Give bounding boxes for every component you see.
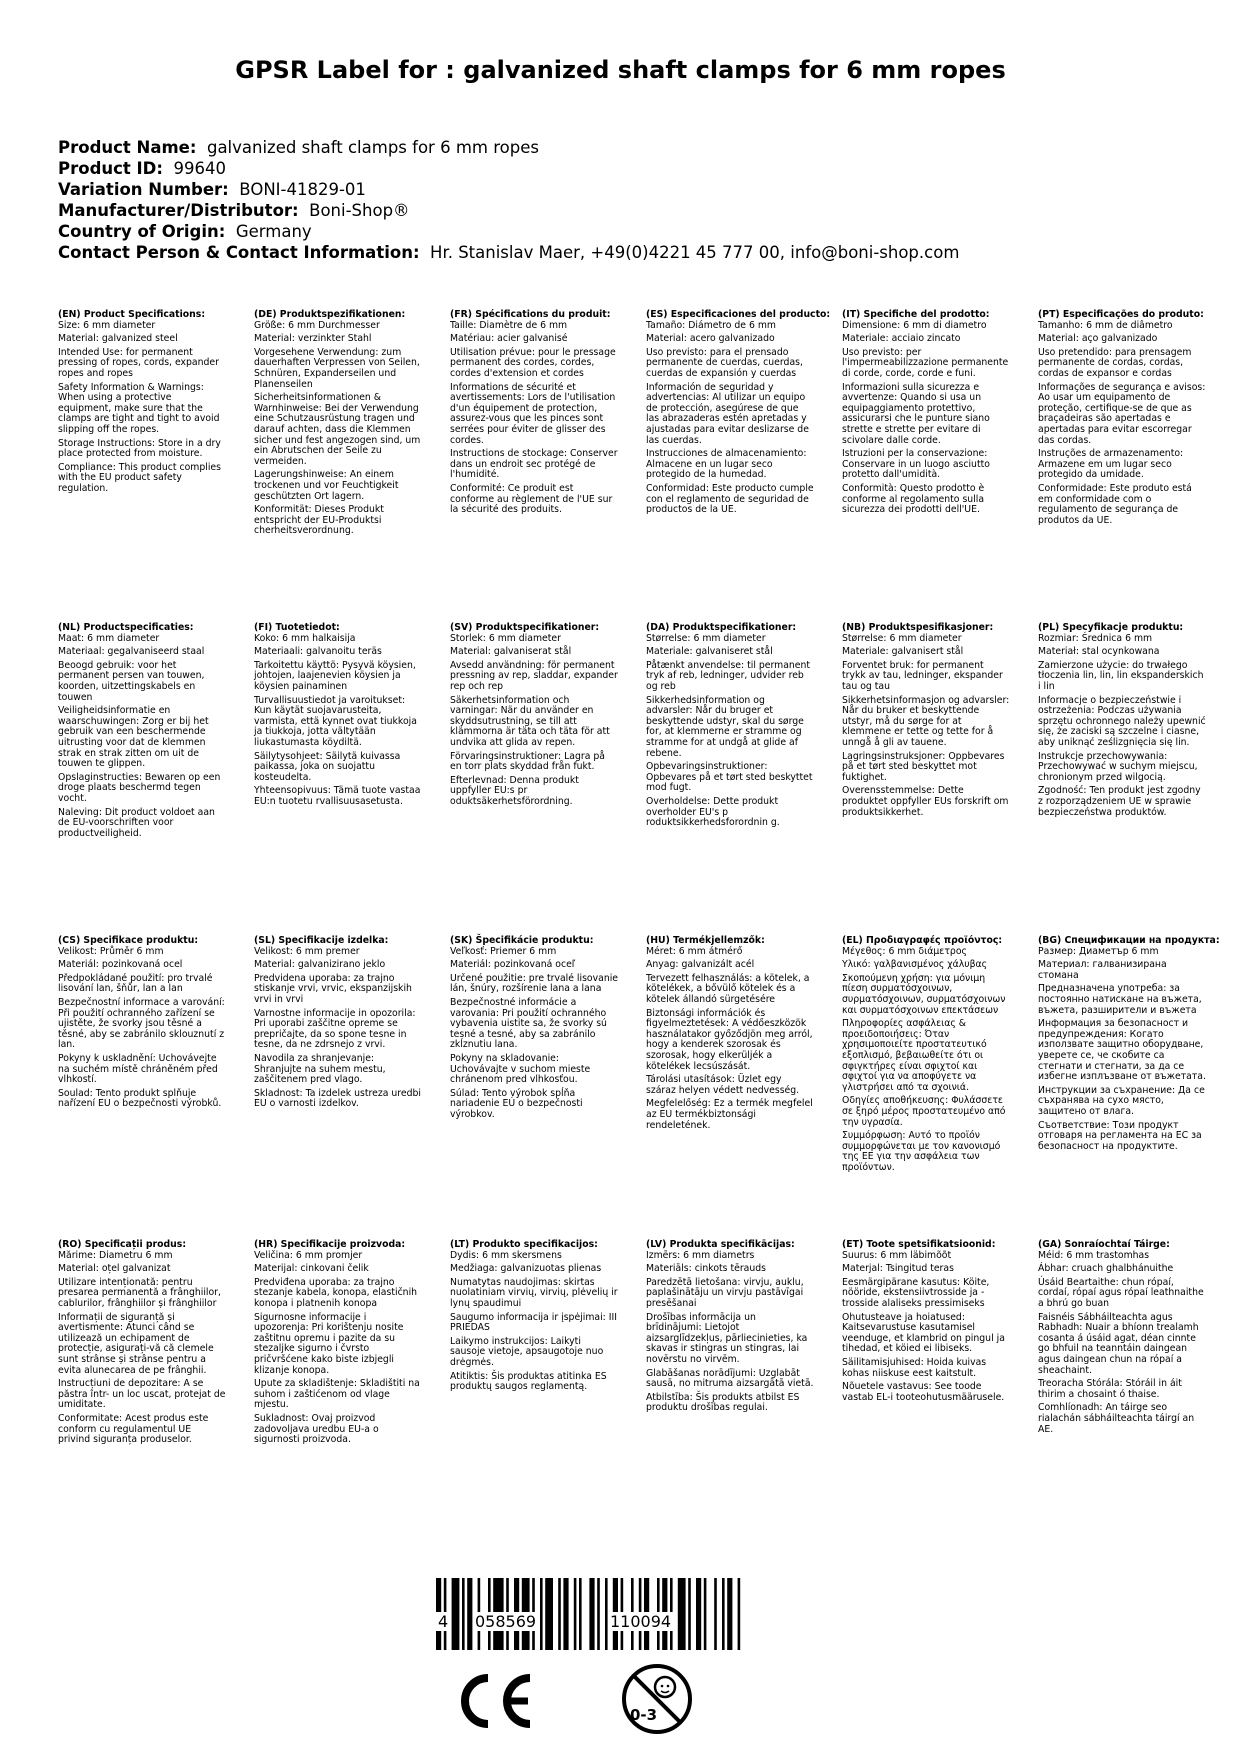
spec-line: Materiale: galvaniseret stål: [646, 646, 773, 658]
barcode-bar: [704, 1578, 707, 1650]
spec-line: Predvidena uporaba: za trajno stiskanje vrvi, vrvic, ekspanzijskih vrvi in vrvi: [254, 972, 412, 1005]
spec-heading: (PL) Specyfikacje produktu:: [1038, 622, 1184, 633]
spec-line: Opbevaringsinstruktioner: Opbevares på et tørt sted beskyttet mod fugt.: [646, 761, 813, 794]
spec-heading: (ES) Especificaciones del producto:: [646, 309, 831, 320]
spec-line: Taille: Diamètre de 6 mm: [450, 319, 568, 331]
spec-line: Informații de siguranță și avertismente: Atunci când se utilizează un echipament de protecție, asigurați-vă că clemele sunt strânse și strânse pentru a evita alunecarea de pe frânghii.: [58, 1311, 214, 1376]
spec-heading: (HR) Specifikacije proizvoda:: [254, 1239, 406, 1250]
barcode-bar: [727, 1578, 732, 1650]
spec-heading: (ET) Toote spetsifikatsioonid:: [842, 1239, 996, 1250]
spec-line: Materiāls: cinkots tērauds: [646, 1263, 766, 1275]
barcode-digits-right: 110094: [610, 1612, 672, 1631]
spec-block: [58, 936, 226, 1113]
spec-line: Material: acero galvanizado: [646, 333, 775, 345]
age-label: 0-3: [630, 1706, 658, 1724]
spec-line: Материал: галванизирана стомана: [1038, 959, 1167, 981]
spec-heading: (FR) Spécifications du produit:: [450, 309, 611, 320]
info-value: Germany: [235, 222, 312, 241]
spec-line: Veiligheidsinformatie en waarschuwingen: Zorg er bij het gebruik van een beschermende uitrusting voor dat de klemmen strak en strak zitten om uit de touwen te glippen.: [58, 705, 209, 770]
spec-line: Påtænkt anvendelse: til permanent tryk af reb, ledninger, udvider reb og reb: [646, 659, 811, 692]
spec-line: Uso previsto: per l'impermeabilizzazione permanente di corde, corde, corde e funi.: [842, 346, 1009, 379]
info-key: Product ID:: [58, 159, 163, 178]
spec-line: Информация за безопасност и предупреждения: Когато използвате защитно оборудване, уверете се, че скобите са стегнати и стегнати, за да се избегне изплъзване от въжетата.: [1038, 1018, 1206, 1083]
spec-heading: (FI) Tuotetiedot:: [254, 622, 340, 633]
spec-heading: (NL) Productspecificaties:: [58, 622, 194, 633]
barcode-bar: [597, 1578, 600, 1650]
spec-line: Инструкции за съхранение: Да се съхранява на сухо място, защитено от влага.: [1038, 1084, 1205, 1117]
spec-line: Bezpečnostné informácie a varovania: Pri použití ochranného vybavenia uistite sa, že svorky sú tesné a tesné, aby sa zabránilo zkĺznutiu lana.: [450, 996, 607, 1051]
spec-line: Informazioni sulla sicurezza e avvertenze: Quando si usa un equipaggiamento protettivo, assicurarsi che le punture siano strette e strette per evitare di scivolare dalle corde.: [842, 381, 990, 446]
spec-line: Informations de sécurité et avertissements: Lors de l'utilisation d'un équipement de protection, assurez-vous que les pinces sont serrées pour éviter de glisser des cordes.: [450, 381, 616, 446]
spec-block: [450, 1240, 618, 1396]
spec-line: Lagringsinstruksjoner: Oppbevares på et tørt sted beskyttet mot fuktighet.: [842, 750, 1005, 783]
spec-heading: (EL) Προδιαγραφές προϊόντος:: [842, 935, 1003, 946]
spec-line: Nõuetele vastavus: See toode vastab EL-i tooteohutusmäärusele.: [842, 1381, 1005, 1403]
spec-line: Dimensione: 6 mm di diametro: [842, 319, 987, 331]
spec-block: [842, 310, 1010, 519]
info-key: Country of Origin:: [58, 222, 226, 241]
spec-line: Μέγεθος: 6 mm διάμετρος: [842, 945, 967, 957]
spec-line: Säkerhetsinformation och varningar: När du använder en skyddsutrustning, se till att klämmorna är täta och täta för att undvika att glida av repen.: [450, 694, 610, 748]
spec-line: Treoracha Stórála: Stóráil in áit thirim a chosaint ó thaise.: [1038, 1378, 1182, 1400]
spec-line: Informações de segurança e avisos: Ao usar um equipamento de proteção, certifique-se de que as braçadeiras são apertadas e apertadas para evitar escorregar das cordas.: [1038, 381, 1206, 446]
info-value: Hr. Stanislav Maer, +49(0)4221 45 777 00, info@boni-shop.com: [430, 243, 960, 262]
spec-line: Sikkerhetsinformasjon og advarsler: Når du bruker et beskyttende utstyr, må du sørge for at klemmene er tette og tette for å unngå å gli av tauene.: [842, 694, 1010, 748]
spec-block: [254, 310, 422, 540]
spec-line: Veľkosť: Priemer 6 mm: [450, 945, 557, 957]
spec-line: Numatytas naudojimas: skirtas nuolatiniam virvių, virvių, plėvelių ir lynų spaudimui: [450, 1276, 618, 1309]
spec-line: Sukladnost: Ovaj proizvod zadovoljava uredbu EU-a o sigurnosti proizvoda.: [254, 1412, 379, 1446]
spec-block: [646, 309, 831, 519]
spec-line: Upute za skladištenje: Skladištiti na suhom i zaštićenom od vlage mjestu.: [254, 1378, 420, 1411]
spec-line: Atbilstība: Šis produkts atbilst ES produktu drošības regulai.: [646, 1391, 800, 1414]
spec-block: [842, 1240, 1010, 1406]
spec-block: [646, 936, 814, 1134]
spec-line: Tarkoitettu käyttö: Pysyvä köysien, johtojen, laajenevien köysien ja köysien painaminen: [254, 659, 416, 692]
spec-line: Méid: 6 mm trastomhas: [1038, 1249, 1150, 1261]
barcode-bar: [558, 1578, 561, 1650]
spec-line: Förvaringsinstruktioner: Lagra på en torr plats skyddad från fukt.: [450, 750, 605, 773]
manufacturer-row: [58, 200, 959, 221]
spec-line: Sikkerhedsinformation og advarsler: Når du bruger et beskyttende udstyr, skal du sørge for, at klemmerne er stramme og stramme for at undgå at glide af rebene.: [646, 694, 804, 759]
spec-heading: (PT) Especificações do produto:: [1038, 309, 1204, 320]
barcode-bar: [688, 1578, 691, 1650]
spec-line: Conformidad: Este producto cumple con el reglamento de seguridad de productos de la UE.: [646, 482, 814, 516]
spec-line: Faisnéis Sábháilteachta agus Rabhadh: Nuair a bhíonn trealamh cosanta á úsáid agat, déan cinnte go bhfuil na teanntáin daingean agus daingean chun na rópaí a sheachaint.: [1038, 1311, 1199, 1376]
spec-heading: (LV) Produkta specifikācijas:: [646, 1239, 795, 1250]
spec-line: Suurus: 6 mm läbimõõt: [842, 1249, 952, 1261]
variation-number-row: [58, 179, 959, 200]
spec-line: Materiaal: gegalvaniseerd staal: [58, 646, 205, 658]
spec-line: Υλικό: γαλβανισμένος χάλυβας: [842, 959, 988, 971]
spec-line: Uso pretendido: para prensagem permanente de cordas, cordas, cordas de expansor e cordas: [1038, 346, 1192, 379]
spec-line: Uso previsto: para el prensado permanente de cuerdas, cuerdas, cuerdas de expansión y cuerdas: [646, 346, 803, 379]
spec-line: Οδηγίες αποθήκευσης: Φυλάσσετε σε ξηρό μέρος προστατευμένο από την υγρασία.: [842, 1095, 1006, 1128]
spec-line: Méret: 6 mm átmérő: [646, 945, 743, 957]
barcode-bar: [563, 1578, 568, 1650]
spec-line: Größe: 6 mm Durchmesser: [254, 319, 380, 331]
spec-line: Vorgesehene Verwendung: zum dauerhaften Verpressen von Seilen, Schnüren, Expanderseilen und Planenseilen: [254, 346, 420, 390]
spec-block: [58, 1240, 226, 1449]
spec-line: Tervezett felhasználás: a kötelek, a kötelékek, a bővülő kötelek és a kötelek állandó sürgetésére: [646, 972, 810, 1005]
info-key: Variation Number:: [58, 180, 229, 199]
spec-block: [450, 623, 618, 811]
info-value: Boni-Shop®: [309, 201, 410, 220]
country-row: [58, 221, 959, 242]
spec-heading: (RO) Specificații produs:: [58, 1239, 187, 1250]
spec-line: Veličina: 6 mm promjer: [254, 1249, 363, 1261]
spec-heading: (DA) Produktspecifikationer:: [646, 622, 797, 633]
barcode-bar: [467, 1578, 472, 1650]
spec-line: Laikymo instrukcijos: Laikyti sausoje vietoje, apsaugotoje nuo drėgmės.: [450, 1335, 604, 1368]
spec-line: Materiale: galvanisert stål: [842, 646, 964, 658]
spec-line: Turvallisuustiedot ja varoitukset: Kun käytät suojavarusteita, varmista, että kynnet ovat tiukkoja ja tiukkoja, jotta vältytään liukastumasta köydiltä.: [254, 694, 417, 748]
spec-block: [254, 623, 422, 811]
barcode-bar: [696, 1578, 701, 1650]
spec-line: Istruzioni per la conservazione: Conservare in un luogo asciutto protetto dall'umidità.: [842, 448, 990, 481]
spec-heading: (CS) Specifikace produktu:: [58, 935, 199, 946]
spec-line: Sigurnosne informacije i upozorenja: Pri korištenju nosite zaštitnu opremu i pazite da su stezaljke sigurno i čvrsto pričvršćene kako biste izbjegli klizanje konopa.: [254, 1311, 404, 1376]
spec-line: Velikost: 6 mm premer: [254, 945, 360, 957]
spec-line: Overholdelse: Dette produkt overholder EU's p roduktsikkerhedsforordnin g.: [646, 795, 780, 829]
spec-block: [842, 623, 1010, 821]
info-key: Contact Person & Contact Information:: [58, 243, 420, 262]
spec-line: Súlad: Tento výrobok spĺňa nariadenie EÚ o bezpečnosti výrobkov.: [450, 1087, 583, 1120]
barcode-digit-first: 4: [438, 1612, 449, 1631]
product-info: [58, 137, 959, 263]
spec-line: Drošības informācija un brīdinājumi: Lietojot aizsarglīdzekļus, pārliecinieties, ka skavas ir stingras un stingras, lai novērstu no virvēm.: [646, 1311, 808, 1365]
barcode-bar: [579, 1578, 582, 1650]
info-key: Manufacturer/Distributor:: [58, 201, 299, 220]
spec-line: Matériau: acier galvanisé: [450, 333, 568, 345]
spec-line: Anyag: galvanizált acél: [646, 959, 755, 971]
spec-line: Størrelse: 6 mm diameter: [646, 632, 766, 644]
spec-line: Informacje o bezpieczeństwie i ostrzeżenia: Podczas używania sprzętu ochronnego należy upewnić się, że zaciski są szczelne i ciasne, aby uniknąć ześlizgnięcia się lin.: [1038, 694, 1206, 748]
spec-line: Instructions de stockage: Conserver dans un endroit sec protégé de l'humidité.: [450, 448, 618, 481]
spec-line: Dydis: 6 mm skersmens: [450, 1249, 562, 1261]
barcode-bar: [589, 1578, 594, 1650]
spec-line: Předpokládané použití: pro trvalé lisování lan, šňůr, lan a lan: [58, 972, 213, 995]
spec-line: Glabāšanas norādījumi: Uzglabāt sausā, no mitruma aizsargātā vietā.: [646, 1367, 814, 1390]
spec-line: Storlek: 6 mm diameter: [450, 632, 561, 644]
spec-line: Skladnost: Ta izdelek ustreza uredbi EU o varnosti izdelkov.: [254, 1087, 422, 1110]
spec-line: Предназначена употреба: за постоянно натискане на въжета, въжета, разширители и въжета: [1038, 983, 1202, 1016]
spec-line: Mărime: Diametru 6 mm: [58, 1249, 173, 1261]
spec-line: Material: galvanizirano jeklo: [254, 959, 386, 971]
spec-block: [58, 623, 226, 842]
page-title: GPSR Label for : galvanized shaft clamps for 6 mm ropes: [235, 56, 1006, 84]
spec-line: Съответствие: Този продукт отговаря на регламента на ЕС за безопасност на продуктите.: [1038, 1119, 1202, 1152]
spec-block: [1038, 623, 1206, 821]
spec-line: Saugumo informacija ir įspėjimai: III PRIEDAS: [450, 1311, 617, 1334]
info-value: 99640: [173, 159, 226, 178]
spec-line: Instruções de armazenamento: Armazene em um lugar seco protegido da umidade.: [1038, 448, 1184, 481]
spec-heading: (SK) Špecifikácie produktu:: [450, 935, 594, 946]
spec-heading: (EN) Product Specifications:: [58, 309, 206, 320]
spec-line: Efterlevnad: Denna produkt uppfyller EU:s pr oduktsäkerhetsförordning.: [450, 774, 579, 807]
spec-line: Material: aço galvanizado: [1038, 333, 1158, 345]
spec-line: Rozmiar: Średnica 6 mm: [1038, 632, 1153, 644]
spec-heading: (NB) Produktspesifikasjoner:: [842, 622, 994, 633]
spec-line: Varnostne informacije in opozorila: Pri uporabi zaščitne opreme se prepričajte, da so spone tesne in tesne, da ne zdrsnejo z vrvi.: [254, 1007, 416, 1051]
spec-line: Compliance: This product complies with the EU product safety regulation.: [58, 461, 221, 494]
spec-line: Medžiaga: galvanizuotas plienas: [450, 1263, 602, 1275]
spec-block: [646, 623, 814, 832]
spec-line: Συμμόρφωση: Αυτό το προϊόν συμμορφώνεται με τον κανονισμό της ΕΕ για την ασφάλεια των προϊόντων.: [842, 1130, 1001, 1173]
spec-line: Pokyny na skladovanie: Uchovávajte v suchom mieste chránenom pred vlhkosťou.: [450, 1052, 591, 1086]
spec-line: Opslaginstructies: Bewaren op een droge plaats beschermd tegen vocht.: [58, 771, 221, 804]
spec-block: [450, 936, 618, 1124]
spec-heading: (SV) Produktspecifikationer:: [450, 622, 600, 633]
spec-block: [1038, 935, 1220, 1155]
spec-line: Zamierzone użycie: do trwałego tłoczenia lin, lin, lin ekspanderskich i lin: [1038, 659, 1204, 692]
spec-line: Material: verzinkter Stahl: [254, 333, 372, 345]
spec-line: Koko: 6 mm halkaisija: [254, 632, 356, 644]
spec-line: Paredzētā lietošana: virvju, auklu, paplašinātāju un virvju pastāvīgai presēšanai: [646, 1276, 804, 1309]
spec-line: Storage Instructions: Store in a dry place protected from moisture.: [58, 437, 221, 460]
spec-line: Πληροφορίες ασφάλειας & προειδοποιήσεις: Όταν χρησιμοποιείτε προστατευτικό εξοπλισμό, βεβαιωθείτε ότι οι σφιγκτήρες είναι σφιχτοί και σφιχτοί για να αποφύγετε να γλιστρήσει από τα σχοινιά.: [842, 1018, 987, 1093]
barcode-digits-left: 058569: [475, 1612, 537, 1631]
spec-line: Materiał: stal ocynkowana: [1038, 646, 1160, 658]
spec-heading: (IT) Specifiche del prodotto:: [842, 309, 990, 320]
spec-line: Megfelelőség: Ez a termék megfelel az EU termékbiztonsági rendeletének.: [646, 1098, 813, 1131]
spec-line: Materjal: Tsingitud teras: [842, 1263, 954, 1275]
spec-line: Konformität: Dieses Produkt entspricht der EU-Produktsi cherheitsverordnung.: [254, 504, 384, 537]
spec-block: [1038, 1240, 1206, 1438]
spec-line: Soulad: Tento produkt splňuje nařízení EU o bezpečnosti výrobků.: [58, 1087, 222, 1110]
spec-line: Conformidade: Este produto está em conformidade com o regulamento de segurança de produtos da UE.: [1038, 482, 1192, 526]
spec-line: Intended Use: for permanent pressing of ropes, cords, expander ropes and ropes: [58, 346, 219, 379]
product-id-row: [58, 158, 959, 179]
spec-line: Tárolási utasítások: Üzlet egy száraz helyen védett nedvesség.: [646, 1074, 800, 1096]
barcode-bar: [540, 1578, 543, 1650]
spec-block: [842, 936, 1010, 1176]
spec-line: Maat: 6 mm diameter: [58, 632, 160, 644]
spec-line: Utilizare intenționată: pentru presarea permanentă a frânghiilor, cablurilor, frânghiilor și frânghiilor: [58, 1276, 221, 1309]
spec-line: Sicherheitsinformationen & Warnhinweise: Bei der Verwendung eine Schutzausrüstung tragen und darauf achten, dass die Klemmen sicher und fest angezogen sind, um ein Abrutschen der Seile zu vermeiden.: [254, 392, 421, 467]
spec-line: Lagerungshinweise: An einem trockenen und vor Feuchtigkeit geschützten Ort lagern.: [254, 469, 399, 502]
spec-block: [450, 310, 618, 519]
spec-block: [58, 310, 226, 498]
spec-line: Yhteensopivuus: Tämä tuote vastaa EU:n tuotetu rvallisuusasetusta.: [254, 785, 421, 807]
barcode-bar: [738, 1578, 741, 1650]
spec-line: Určené použitie: pre trvalé lisovanie lán, šnúry, rozšírenie lana a lana: [450, 972, 619, 995]
spec-line: Navodila za shranjevanje: Shranjujte na suhem mestu, zaščitenem pred vlago.: [254, 1052, 386, 1086]
barcode-bar: [678, 1578, 686, 1650]
spec-line: Pokyny k uskladnění: Uchovávejte na suchém místě chráněném před vlhkostí.: [58, 1052, 218, 1086]
barcode-bar: [462, 1578, 465, 1650]
spec-line: Naleving: Dit product voldoet aan de EU-voorschriften voor productveiligheid.: [58, 806, 215, 839]
barcode-bar: [714, 1578, 717, 1650]
spec-heading: (HU) Termékjellemzők:: [646, 935, 765, 946]
spec-line: Instrucciones de almacenamiento: Almacene en un lugar seco protegido de la humedad.: [646, 448, 807, 481]
spec-line: Instrucțiuni de depozitare: A se păstra într- un loc uscat, protejat de umiditate.: [58, 1378, 226, 1411]
spec-line: Materiál: pozinkovaná ocel: [58, 959, 183, 971]
spec-heading: (BG) Спецификации на продукта:: [1038, 935, 1220, 946]
spec-heading: (LT) Produkto specifikacijos:: [450, 1239, 598, 1250]
spec-line: Tamanho: 6 mm de diâmetro: [1038, 319, 1173, 331]
spec-heading: (GA) Sonraíochtaí Táirge:: [1038, 1239, 1170, 1250]
spec-line: Biztonsági információk és figyelmeztetések: A védőeszközök használatakor győződjön meg arról, hogy a kenderek szorosak és szorosak, hogy elkerüljék a kötelékek lecsúszását.: [646, 1007, 813, 1072]
spec-line: Размер: Диаметър 6 mm: [1038, 945, 1159, 957]
product-name-row: [58, 137, 959, 158]
spec-line: Eesmärgipärane kasutus: Köite, nööride, ekstensiivtrosside ja -trosside alaliseks pressimiseks: [842, 1276, 990, 1309]
spec-block: [1038, 310, 1206, 529]
spec-line: Säilitamisjuhised: Hoida kuivas kohas niiskuse eest kaitstult.: [842, 1356, 987, 1379]
spec-line: Atitiktis: Šis produktas atitinka ES produktų saugos reglamentą.: [450, 1370, 607, 1393]
info-value: BONI-41829-01: [239, 180, 366, 199]
spec-line: Material: galvaniserat stål: [450, 646, 572, 658]
spec-block: [646, 1240, 814, 1417]
spec-line: Σκοπούμενη χρήση: για μόνιμη πίεση συρματόσχοινων, συρματόσχοινων, συρματόσχοινων και συρματόσχοινων επεκτάσεων: [842, 972, 1006, 1016]
spec-line: Materiaali: galvanoitu teräs: [254, 646, 382, 658]
spec-line: Zgodność: Ten produkt jest zgodny z rozporządzeniem UE w sprawie bezpieczeństwa produktów.: [1038, 785, 1201, 818]
barcode-bar: [452, 1578, 460, 1650]
spec-block: [254, 936, 422, 1113]
spec-line: Materiál: pozinkovaná oceľ: [450, 959, 576, 971]
spec-line: Säilytysohjeet: Säilytä kuivassa paikassa, joka on suojattu kosteudelta.: [254, 750, 401, 783]
spec-line: Izmērs: 6 mm diametrs: [646, 1249, 755, 1261]
spec-line: Instrukcje przechowywania: Przechowywać w suchym miejscu, chronionym przed wilgocią.: [1038, 750, 1198, 783]
spec-line: Ábhar: cruach ghalbhánuithe: [1038, 1263, 1174, 1275]
spec-line: Tamaño: Diámetro de 6 mm: [646, 319, 776, 331]
spec-line: Bezpečnostní informace a varování: Při použití ochranného zařízení se ujistěte, že svorky jsou těsné a těsné, aby se zabránilo sklouznutí z lan.: [58, 996, 225, 1051]
spec-line: Velikost: Průměr 6 mm: [58, 945, 164, 957]
spec-line: Forventet bruk: for permanent trykk av tau, ledninger, ekspander tau og tau: [842, 659, 1003, 692]
spec-line: Materiale: acciaio zincato: [842, 333, 961, 345]
spec-line: Úsáid Beartaithe: chun rópaí, cordaí, rópaí agus rópaí leathnaithe a bhrú go buan: [1038, 1276, 1204, 1309]
barcode-bar: [545, 1578, 553, 1650]
ce-mark-icon: [452, 1672, 534, 1730]
spec-line: Comhlíonadh: An táirge seo rialachán sábháilteachta táirgí an AE.: [1038, 1402, 1195, 1435]
spec-block: [254, 1240, 422, 1449]
spec-line: Beoogd gebruik: voor het permanent persen van touwen, koorden, uitzettingskabels en touwen: [58, 659, 205, 703]
contact-row: [58, 242, 959, 263]
spec-line: Información de seguridad y advertencias: Al utilizar un equipo de protección, asegúrese de que las abrazaderas estén apretadas y ajustadas para evitar deslizarse de las cuerdas.: [646, 381, 809, 446]
spec-line: Avsedd användning: för permanent pressning av rep, sladdar, expander rep och rep: [450, 659, 618, 692]
spec-line: Ohutusteave ja hoiatused: Kaitsevarustuse kasutamisel veenduge, et klambrid on pingul ja tihedad, et köied ei libiseks.: [842, 1311, 1005, 1355]
spec-line: Materijal: cinkovani čelik: [254, 1263, 369, 1275]
spec-line: Størrelse: 6 mm diameter: [842, 632, 962, 644]
spec-line: Conformité: Ce produit est conforme au règlement de l'UE sur la sécurité des produits.: [450, 482, 613, 516]
spec-line: Predviđena uporaba: za trajno stezanje kabela, konopa, elastičnih konopa i platnenih konopa: [254, 1276, 418, 1309]
barcode-bar: [574, 1578, 577, 1650]
spec-line: Material: galvanized steel: [58, 333, 178, 345]
info-key: Product Name:: [58, 138, 197, 157]
spec-heading: (SL) Specifikacije izdelka:: [254, 935, 389, 946]
spec-line: Conformità: Questo prodotto è conforme al regolamento sulla sicurezza dei prodotti dell'UE.: [842, 482, 985, 516]
spec-line: Overensstemmelse: Dette produktet oppfyller EUs forskrift om produktsikkerhet.: [842, 785, 1009, 818]
spec-line: Size: 6 mm diameter: [58, 319, 156, 331]
spec-line: Safety Information & Warnings: When using a protective equipment, make sure that the clamps are tight and tight to avoid slipping off the ropes.: [58, 381, 220, 435]
barcode-bar: [722, 1578, 725, 1650]
spec-heading: (DE) Produktspezifikationen:: [254, 309, 406, 320]
spec-line: Utilisation prévue: pour le pressage permanent des cordes, cordes, cordes d'extension et cordes: [450, 346, 616, 379]
info-value: galvanized shaft clamps for 6 mm ropes: [206, 138, 539, 157]
spec-line: Material: oțel galvanizat: [58, 1263, 171, 1275]
spec-line: Conformitate: Acest produs este conform cu regulamentul UE privind siguranța produselor.: [58, 1412, 209, 1446]
not-for-children-icon: [620, 1662, 694, 1736]
